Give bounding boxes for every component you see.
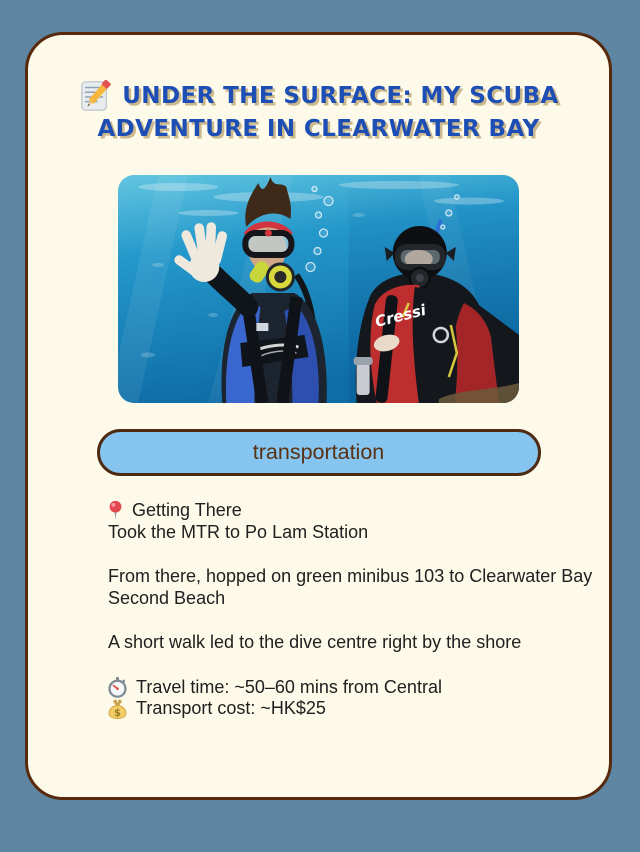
minibus-line-1: From there, hopped on green minibus 103 to Clearwater Bay bbox=[108, 566, 593, 586]
stopwatch-icon bbox=[108, 677, 127, 698]
money-bag-icon bbox=[108, 698, 127, 719]
transport-cost-text: Transport cost: ~HK$25 bbox=[136, 698, 326, 718]
section-pill-transportation[interactable] bbox=[97, 429, 541, 476]
stats-paragraph bbox=[108, 677, 559, 720]
photo-underwater-divers[interactable] bbox=[118, 175, 519, 403]
getting-there-heading: Getting There bbox=[132, 500, 242, 520]
mtr-line: Took the MTR to Po Lam Station bbox=[108, 521, 369, 542]
walk-paragraph bbox=[108, 632, 559, 654]
round-pushpin-icon bbox=[108, 500, 123, 521]
svg-text:$: $ bbox=[114, 708, 121, 720]
title-text-line2: ADVENTURE IN CLEARWATER BAY bbox=[97, 116, 540, 142]
minibus-paragraph bbox=[108, 566, 593, 609]
minibus-line-2: Second Beach bbox=[108, 587, 226, 608]
getting-there-paragraph bbox=[108, 500, 559, 543]
section-pill-label: transportation bbox=[252, 440, 385, 464]
travel-time-text: Travel time: ~50–60 mins from Central bbox=[136, 676, 442, 697]
post-card bbox=[25, 32, 612, 800]
page-title bbox=[28, 79, 609, 145]
memo-icon bbox=[78, 79, 112, 113]
walk-line: A short walk led to the dive centre right by the shore bbox=[108, 632, 522, 652]
title-text-line1: UNDER THE SURFACE: MY SCUBA bbox=[122, 83, 559, 109]
post-body bbox=[28, 500, 609, 720]
photo-suit-brand-text: Cressi bbox=[373, 300, 428, 331]
